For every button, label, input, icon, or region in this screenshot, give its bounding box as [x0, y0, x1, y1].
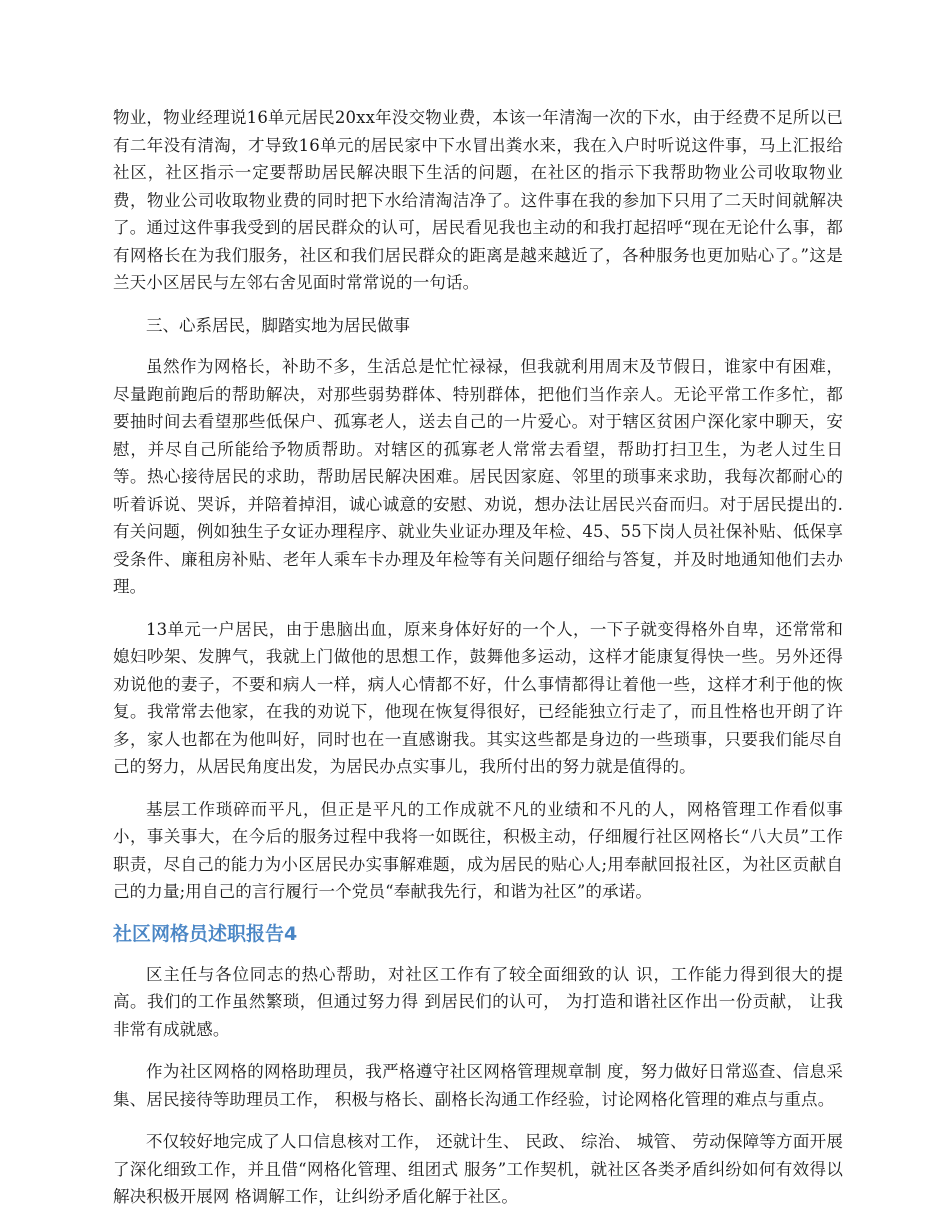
- section-title: 社区网格员述职报告4: [113, 922, 298, 945]
- paragraph: 13单元一户居民，由于患脑出血，原来身体好好的一个人，一下子就变得格外自卑，还常常和媳妇吵架、发脾气，我就上门做他的思想工作，鼓舞他多运动，这样才能康复得快一些。另外还得劝说他的妻子，不要和病人一样，病人心情都不好，什么事情都得让着他一些，这样才利于他的恢复。我常常去他家，在我的劝说下，他现在恢复得很好，已经能独立行走了，而且性格也开朗了许多，家人也都在为他叫好，同时也在一直感谢我。其实这些都是身边的一些琐事，只要我们能尽自己的努力，从居民角度出发，为居民办点实事儿，我所付出的努力就是值得的。: [113, 619, 843, 776]
- paragraph: 虽然作为网格长，补助不多，生活总是忙忙禄禄，但我就利用周末及节假日，谁家中有困难，尽量跑前跑后的帮助解决，对那些弱势群体、特别群体，把他们当作亲人。无论平常工作多忙，都要抽时间去看望那些低保户、孤寡老人，送去自己的一片爱心。对于辖区贫困户深化家中聊天，安慰，并尽自己所能给予物质帮助。对辖区的孤寡老人常常去看望，帮助打扫卫生，为老人过生日等。热心接待居民的求助，帮助居民解决困难。居民因家庭、邻里的琐事来求助，我每次都耐心的听着诉说、哭诉，并陪着掉泪，诚心诚意的安慰、劝说，想办法让居民兴奋而归。对于居民提出的.有关问题，例如独生子女证办理程序、就业失业证办理及年检、45、55下岗人员社保补贴、低保享受条件、廉租房补贴、老年人乘车卡办理及年检等有关问题仔细给与答复，并及时地通知他们去办理。: [113, 357, 843, 596]
- paragraph: 物业，物业经理说16单元居民20xx年没交物业费，本该一年清淘一次的下水，由于经费不足所以已有二年没有清淘，才导致16单元的居民家中下水冒出粪水来，我在入户时听说这件事，马上汇报给社区，社区指示一定要帮助居民解决眼下生活的问题，在社区的指示下我帮助物业公司收取物业费，物业公司收取物业费的同时把下水给清淘洁净了。这件事在我的参加下只用了二天时间就解决了。通过这件事我受到的居民群众的认可，居民看见我也主动的和我打起招呼“现在无论什么事，都有网格长在为我们服务，社区和我们居民群众的距离是越来越近了，各种服务也更加贴心了。”这是兰天小区居民与左邻右舍见面时常常说的一句话。: [113, 108, 843, 292]
- subheading: 三、心系居民，脚踏实地为居民做事: [146, 315, 410, 335]
- paragraph: 作为社区网格的网格助理员，我严格遵守社区网格管理规章制 度，努力做好日常巡查、信息采集、居民接待等助理员工作， 积极与格长、副格长沟通工作经验，讨论网格化管理的难点与重点。: [113, 1062, 843, 1109]
- paragraph: 区主任与各位同志的热心帮助，对社区工作有了较全面细致的认 识，工作能力得到很大的提高。我们的工作虽然繁琐，但通过努力得 到居民们的认可， 为打造和谐社区作出一份贡献， 让我非常有成就感。: [113, 964, 843, 1039]
- paragraph: 基层工作琐碎而平凡，但正是平凡的工作成就不凡的业绩和不凡的人，网格管理工作看似事小，事关事大，在今后的服务过程中我将一如既往，积极主动，仔细履行社区网格长“八大员”工作职责，尽自己的能力为小区居民办实事解难题，成为居民的贴心人;用奉献回报社区，为社区贡献自己的力量;用自己的言行履行一个党员“奉献我先行，和谐为社区”的承诺。: [113, 799, 843, 901]
- paragraph: 不仅较好地完成了人口信息核对工作， 还就计生、 民政、 综治、 城管、 劳动保障等方面开展了深化细致工作，并且借“网格化管理、组团式 服务”工作契机，就社区各类矛盾纠纷如何有效得以解决积极开展网 格调解工作，让纠纷矛盾化解于社区。: [113, 1132, 843, 1206]
- document-page: [113, 104, 843, 1226]
